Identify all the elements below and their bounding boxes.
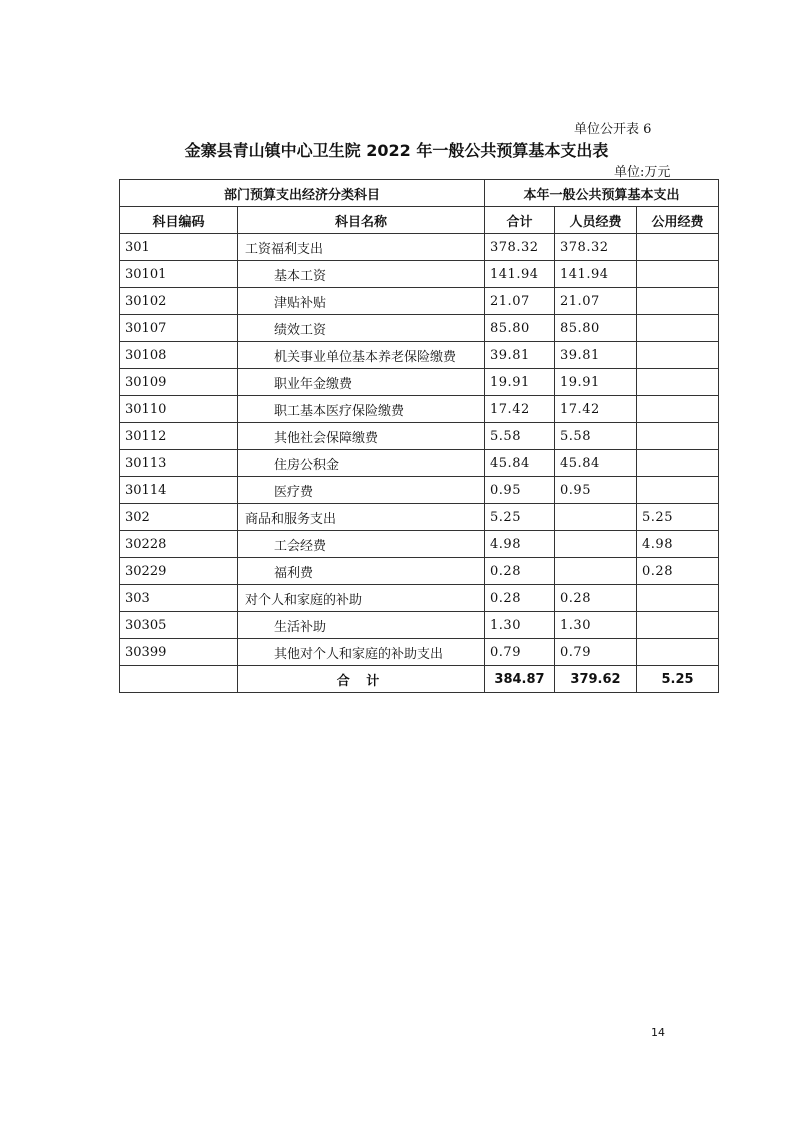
row-public (637, 450, 719, 477)
table-row (120, 369, 719, 396)
table-row (120, 585, 719, 612)
row-public (637, 234, 719, 261)
row-public: 5.25 (637, 504, 719, 531)
row-personnel: 19.91 (555, 369, 637, 396)
table-row (120, 639, 719, 666)
table-row (120, 450, 719, 477)
row-name: 工会经费 (238, 531, 485, 558)
row-public (637, 639, 719, 666)
table-row (120, 396, 719, 423)
row-code: 30101 (120, 261, 238, 288)
table-row (120, 477, 719, 504)
row-total: 5.58 (485, 423, 555, 450)
row-personnel: 378.32 (555, 234, 637, 261)
row-total: 1.30 (485, 612, 555, 639)
row-total: 0.95 (485, 477, 555, 504)
table-row (120, 423, 719, 450)
row-code: 302 (120, 504, 238, 531)
row-public (637, 369, 719, 396)
table-row (120, 612, 719, 639)
table-row (120, 234, 719, 261)
row-name: 医疗费 (238, 477, 485, 504)
row-total: 378.32 (485, 234, 555, 261)
column-header-name: 科目名称 (238, 207, 485, 234)
column-header-personnel: 人员经费 (555, 207, 637, 234)
column-header-public: 公用经费 (637, 207, 719, 234)
row-total: 4.98 (485, 531, 555, 558)
row-code: 30229 (120, 558, 238, 585)
table-row (120, 504, 719, 531)
row-public: 0.28 (637, 558, 719, 585)
row-personnel: 85.80 (555, 315, 637, 342)
row-total: 0.28 (485, 558, 555, 585)
row-total: 21.07 (485, 288, 555, 315)
total-row-code (120, 666, 238, 693)
row-public (637, 585, 719, 612)
row-code: 30114 (120, 477, 238, 504)
row-public (637, 288, 719, 315)
row-code: 30305 (120, 612, 238, 639)
unit-label: 单位:万元 (614, 165, 671, 180)
total-row-public: 5.25 (637, 666, 719, 693)
row-personnel: 141.94 (555, 261, 637, 288)
row-name: 商品和服务支出 (238, 504, 485, 531)
table-row (120, 315, 719, 342)
row-name: 工资福利支出 (238, 234, 485, 261)
row-total: 0.28 (485, 585, 555, 612)
document-title: 金寨县青山镇中心卫生院 2022 年一般公共预算基本支出表 (184, 141, 609, 160)
row-name: 住房公积金 (238, 450, 485, 477)
row-name: 职工基本医疗保险缴费 (238, 396, 485, 423)
total-row-label: 合 计 (238, 666, 485, 693)
row-personnel: 45.84 (555, 450, 637, 477)
row-total: 5.25 (485, 504, 555, 531)
row-personnel: 5.58 (555, 423, 637, 450)
table-row (120, 558, 719, 585)
row-name: 绩效工资 (238, 315, 485, 342)
row-code: 30113 (120, 450, 238, 477)
header-basic-expenditure: 本年一般公共预算基本支出 (485, 180, 719, 207)
row-personnel (555, 504, 637, 531)
row-name: 基本工资 (238, 261, 485, 288)
row-public: 4.98 (637, 531, 719, 558)
row-code: 30399 (120, 639, 238, 666)
row-personnel: 0.79 (555, 639, 637, 666)
row-public (637, 342, 719, 369)
row-code: 30107 (120, 315, 238, 342)
row-public (637, 261, 719, 288)
row-personnel (555, 531, 637, 558)
row-name: 对个人和家庭的补助 (238, 585, 485, 612)
row-personnel: 21.07 (555, 288, 637, 315)
row-public (637, 423, 719, 450)
row-code: 30110 (120, 396, 238, 423)
group-header-row (120, 180, 719, 207)
row-code: 30228 (120, 531, 238, 558)
column-header-code: 科目编码 (120, 207, 238, 234)
row-name: 津贴补贴 (238, 288, 485, 315)
row-code: 30109 (120, 369, 238, 396)
column-header-total: 合计 (485, 207, 555, 234)
row-name: 其他对个人和家庭的补助支出 (238, 639, 485, 666)
table-row (120, 342, 719, 369)
row-public (637, 612, 719, 639)
row-total: 19.91 (485, 369, 555, 396)
row-personnel: 17.42 (555, 396, 637, 423)
column-header-row (120, 207, 719, 234)
table-row (120, 288, 719, 315)
row-code: 303 (120, 585, 238, 612)
row-name: 福利费 (238, 558, 485, 585)
table-row (120, 261, 719, 288)
row-personnel: 39.81 (555, 342, 637, 369)
total-row-total: 384.87 (485, 666, 555, 693)
total-row-personnel: 379.62 (555, 666, 637, 693)
row-total: 0.79 (485, 639, 555, 666)
row-total: 85.80 (485, 315, 555, 342)
row-total: 141.94 (485, 261, 555, 288)
row-name: 职业年金缴费 (238, 369, 485, 396)
row-code: 30108 (120, 342, 238, 369)
row-name: 生活补助 (238, 612, 485, 639)
table-row (120, 531, 719, 558)
row-public (637, 396, 719, 423)
row-code: 30102 (120, 288, 238, 315)
header-economic-classification: 部门预算支出经济分类科目 (120, 180, 485, 207)
row-total: 45.84 (485, 450, 555, 477)
row-code: 30112 (120, 423, 238, 450)
row-total: 39.81 (485, 342, 555, 369)
table-body (120, 234, 719, 666)
row-personnel: 0.28 (555, 585, 637, 612)
form-number: 单位公开表 6 (574, 122, 652, 137)
row-name: 机关事业单位基本养老保险缴费 (238, 342, 485, 369)
row-personnel: 0.95 (555, 477, 637, 504)
row-total: 17.42 (485, 396, 555, 423)
row-name: 其他社会保障缴费 (238, 423, 485, 450)
page-number: 14 (651, 1026, 665, 1039)
row-public (637, 477, 719, 504)
row-public (637, 315, 719, 342)
row-personnel (555, 558, 637, 585)
row-code: 301 (120, 234, 238, 261)
row-personnel: 1.30 (555, 612, 637, 639)
total-row (120, 666, 719, 693)
budget-table (119, 179, 719, 693)
